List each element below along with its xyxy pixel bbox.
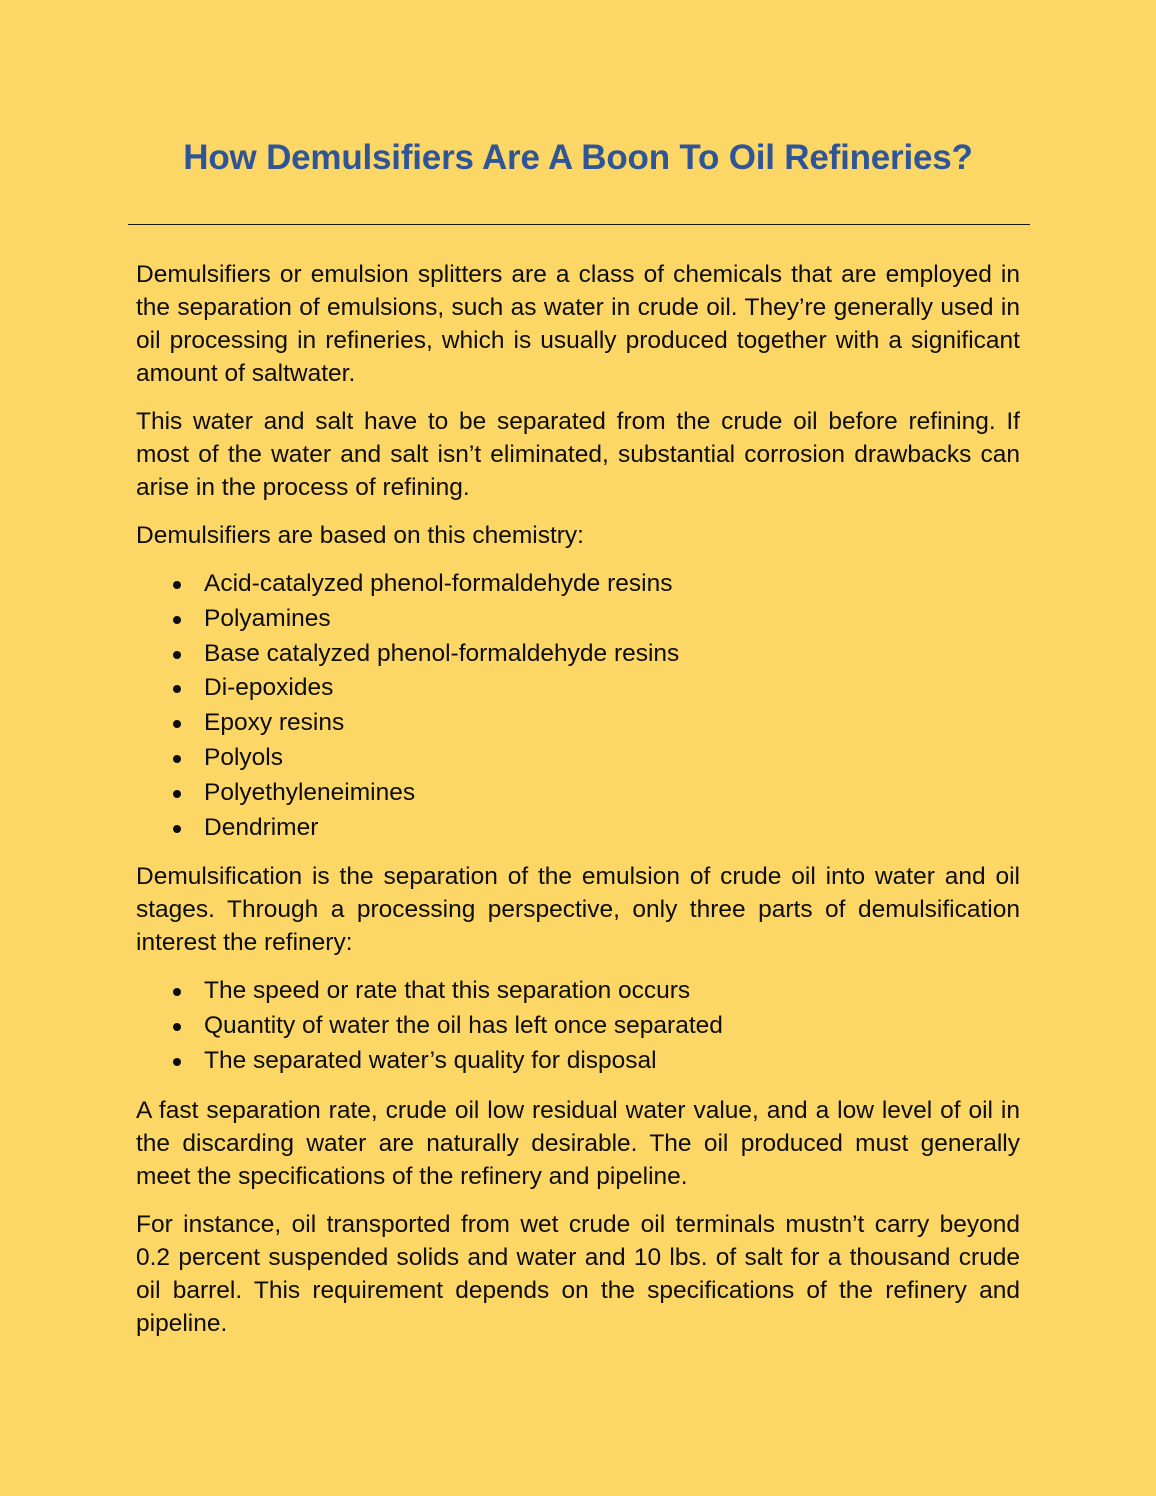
paragraph-intro: Demulsifiers or emulsion splitters are a class of chemicals that are employed in the separation of emulsions, such as water in crude oil. They’re generally used in oil processing in refineries, which is usually produced together with a significant amount of saltwater.	[136, 261, 1020, 387]
bullet-icon	[173, 988, 181, 996]
list-item: Dendrimer	[136, 811, 1020, 846]
bullet-icon	[173, 755, 181, 763]
list-item: The speed or rate that this separation occurs	[136, 974, 1020, 1009]
paragraph-desirable-outcomes: A fast separation rate, crude oil low residual water value, and a low level of oil in the discarding water are naturally desirable. The oil produced must generally meet the specifications of the refinery and pipeline.	[136, 1096, 1020, 1190]
bullet-icon	[173, 720, 181, 728]
list-item: Epoxy resins	[136, 706, 1020, 741]
refinery-interests-list	[136, 974, 1020, 1078]
title-divider	[128, 224, 1030, 225]
bullet-icon	[173, 685, 181, 693]
list-item: Base catalyzed phenol-formaldehyde resins	[136, 637, 1020, 672]
list-item: Di-epoxides	[136, 671, 1020, 706]
document-title: How Demulsifiers Are A Boon To Oil Refineries?	[183, 138, 973, 177]
document-body	[136, 258, 1020, 1355]
list-item: Polyethyleneimines	[136, 776, 1020, 811]
chemistry-list	[136, 567, 1020, 845]
bullet-icon	[173, 1058, 181, 1066]
list-item: Polyamines	[136, 602, 1020, 637]
bullet-icon	[173, 616, 181, 624]
bullet-icon	[173, 790, 181, 798]
paragraph-demulsification-definition: Demulsification is the separation of the emulsion of crude oil into water and oil stages. Through a processing perspective, only three parts of demulsification interest the refinery:	[136, 863, 1020, 957]
list-item: Polyols	[136, 741, 1020, 776]
paragraph-chemistry-intro: Demulsifiers are based on this chemistry:	[136, 522, 584, 549]
bullet-icon	[173, 825, 181, 833]
paragraph-example-specifications: For instance, oil transported from wet crude oil terminals mustn’t carry beyond 0.2 percent suspended solids and water and 10 lbs. of salt for a thousand crude oil barrel. This requirement depends on the specifications of the refinery and pipeline.	[136, 1210, 1020, 1337]
bullet-icon	[173, 651, 181, 659]
list-item: Quantity of water the oil has left once separated	[136, 1009, 1020, 1044]
list-item: The separated water’s quality for disposal	[136, 1044, 1020, 1079]
paragraph-separation-need: This water and salt have to be separated from the crude oil before refining. If most of the water and salt isn’t eliminated, substantial corrosion drawbacks can arise in the process of refining.	[136, 408, 1020, 501]
list-item: Acid-catalyzed phenol-formaldehyde resins	[136, 567, 1020, 602]
bullet-icon	[173, 581, 181, 589]
bullet-icon	[173, 1023, 181, 1031]
